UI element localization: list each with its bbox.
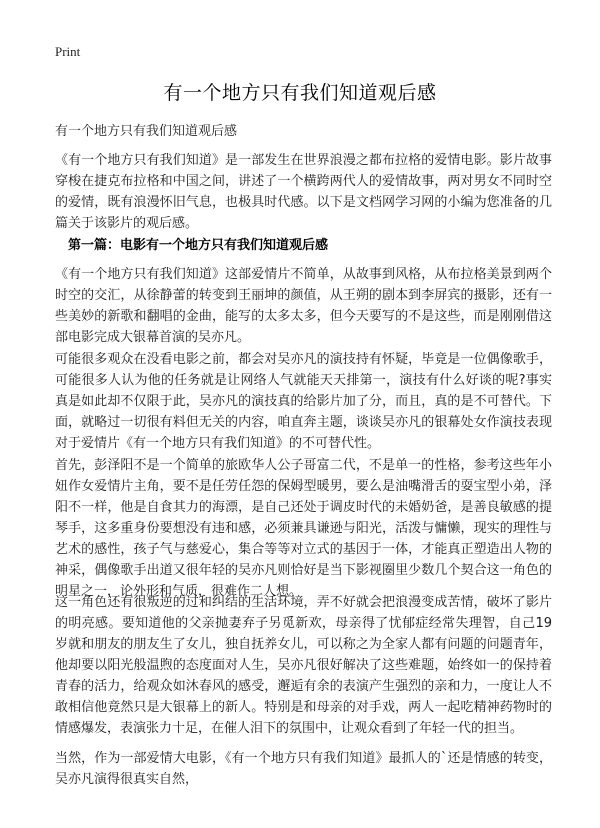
body-paragraph: 这一角色还有很叛逆的过和纠结的生活环境，弄不好就会把浪漫变成苦情，破坏了影片的明亮感。要知道他的父亲抛妻弃子另觅新欢，母亲得了忧郁症经常失理智，自己19岁就和朋友的朋友生了女儿，独自抚养女儿，可以称之为全家人都有问题的问题青年，他却要以阳光般温煦的态度面对人生，吴亦凡很好解决了这些难题，始终如一的保持着青春的活力，给观众如沐春风的感受，邂逅有余的表演产生强烈的亲和力，一度让人不敢相信他竟然只是大银幕上的新人。特别是和母亲的对手戏，两人一起吃精神药物时的情感爆发，表演张力十足，在催人泪下的氛围中，让观众看到了年轻一代的担当。 [55, 595, 552, 736]
document-title: 有一个地方只有我们知道观后感 [163, 82, 437, 104]
body-paragraph: 可能很多观众在没看电影之前，都会对吴亦凡的演技持有怀疑，毕竟是一位偶像歌手，可能很多人认为他的任务就是让网络人气就能天天排第一，演技有什么好谈的呢?事实真是如此却不仅限于此，吴亦凡的演技真的给影片加了分，而且，真的是不可替代。下面，就略过一切很有料但无关的内容，咱直奔主题，谈谈吴亦凡的银幕处女作演技表现对于爱情片《有一个地方只有我们知道》的不可替代性。 [55, 352, 552, 451]
intro-paragraph: 《有一个地方只有我们知道》是一部发生在世界浪漫之都布拉格的爱情电影。影片故事穿梭在捷克布拉格和中国之间，讲述了一个横跨两代人的爱情故事，两对男女不同时空的爱情，既有浪漫怀旧气息，也极具时代感。以下是文档网学习网的小编为您准备的几篇关于该影片的观后感。 [55, 153, 552, 231]
section-heading: 第一篇：电影有一个地方只有我们知道观后感 [68, 238, 329, 253]
print-link[interactable]: Print [55, 44, 81, 59]
body-paragraph: 首先，彭泽阳不是一个简单的旅欧华人公子哥富二代，不是单一的性格，参考这些年小妞作女爱情片主角，要不是任劳任怨的保姆型暖男，要么是油嘴滑舌的耍宝型小弟，泽阳不一样，他是自食其力的海漂，是自己还处于调皮时代的未婚奶爸，是善良敏感的提琴手，这多重身份要想没有违和感，必须兼具谦逊与阳光，活泼与慵懒，现实的理性与艺术的感性，孩子气与慈爱心，集合等等对立式的基因于一体，才能真正塑造出人物的神采，偶像歌手出道又很年轻的吴亦凡则恰好是当下影视圈里少数几个契合这一角色的明星之一，论外形和气质，很难作二人想。 [55, 458, 552, 599]
document-subtitle: 有一个地方只有我们知道观后感 [55, 124, 238, 139]
body-paragraph: 当然，作为一部爱情大电影，《有一个地方只有我们知道》最抓人的`还是情感的转变，吴亦凡演得很真实自然， [55, 751, 552, 787]
body-paragraph: 《有一个地方只有我们知道》这部爱情片不简单，从故事到风格，从布拉格美景到两个时空的交汇，从徐静蕾的转变到王丽坤的颜值，从王朔的剧本到李屏宾的摄影，还有一些美妙的新歌和翻唱的金曲，能写的太多太多，但今天要写的不是这些，而是刚刚借这部电影完成大银幕首演的吴亦凡。 [55, 267, 552, 345]
